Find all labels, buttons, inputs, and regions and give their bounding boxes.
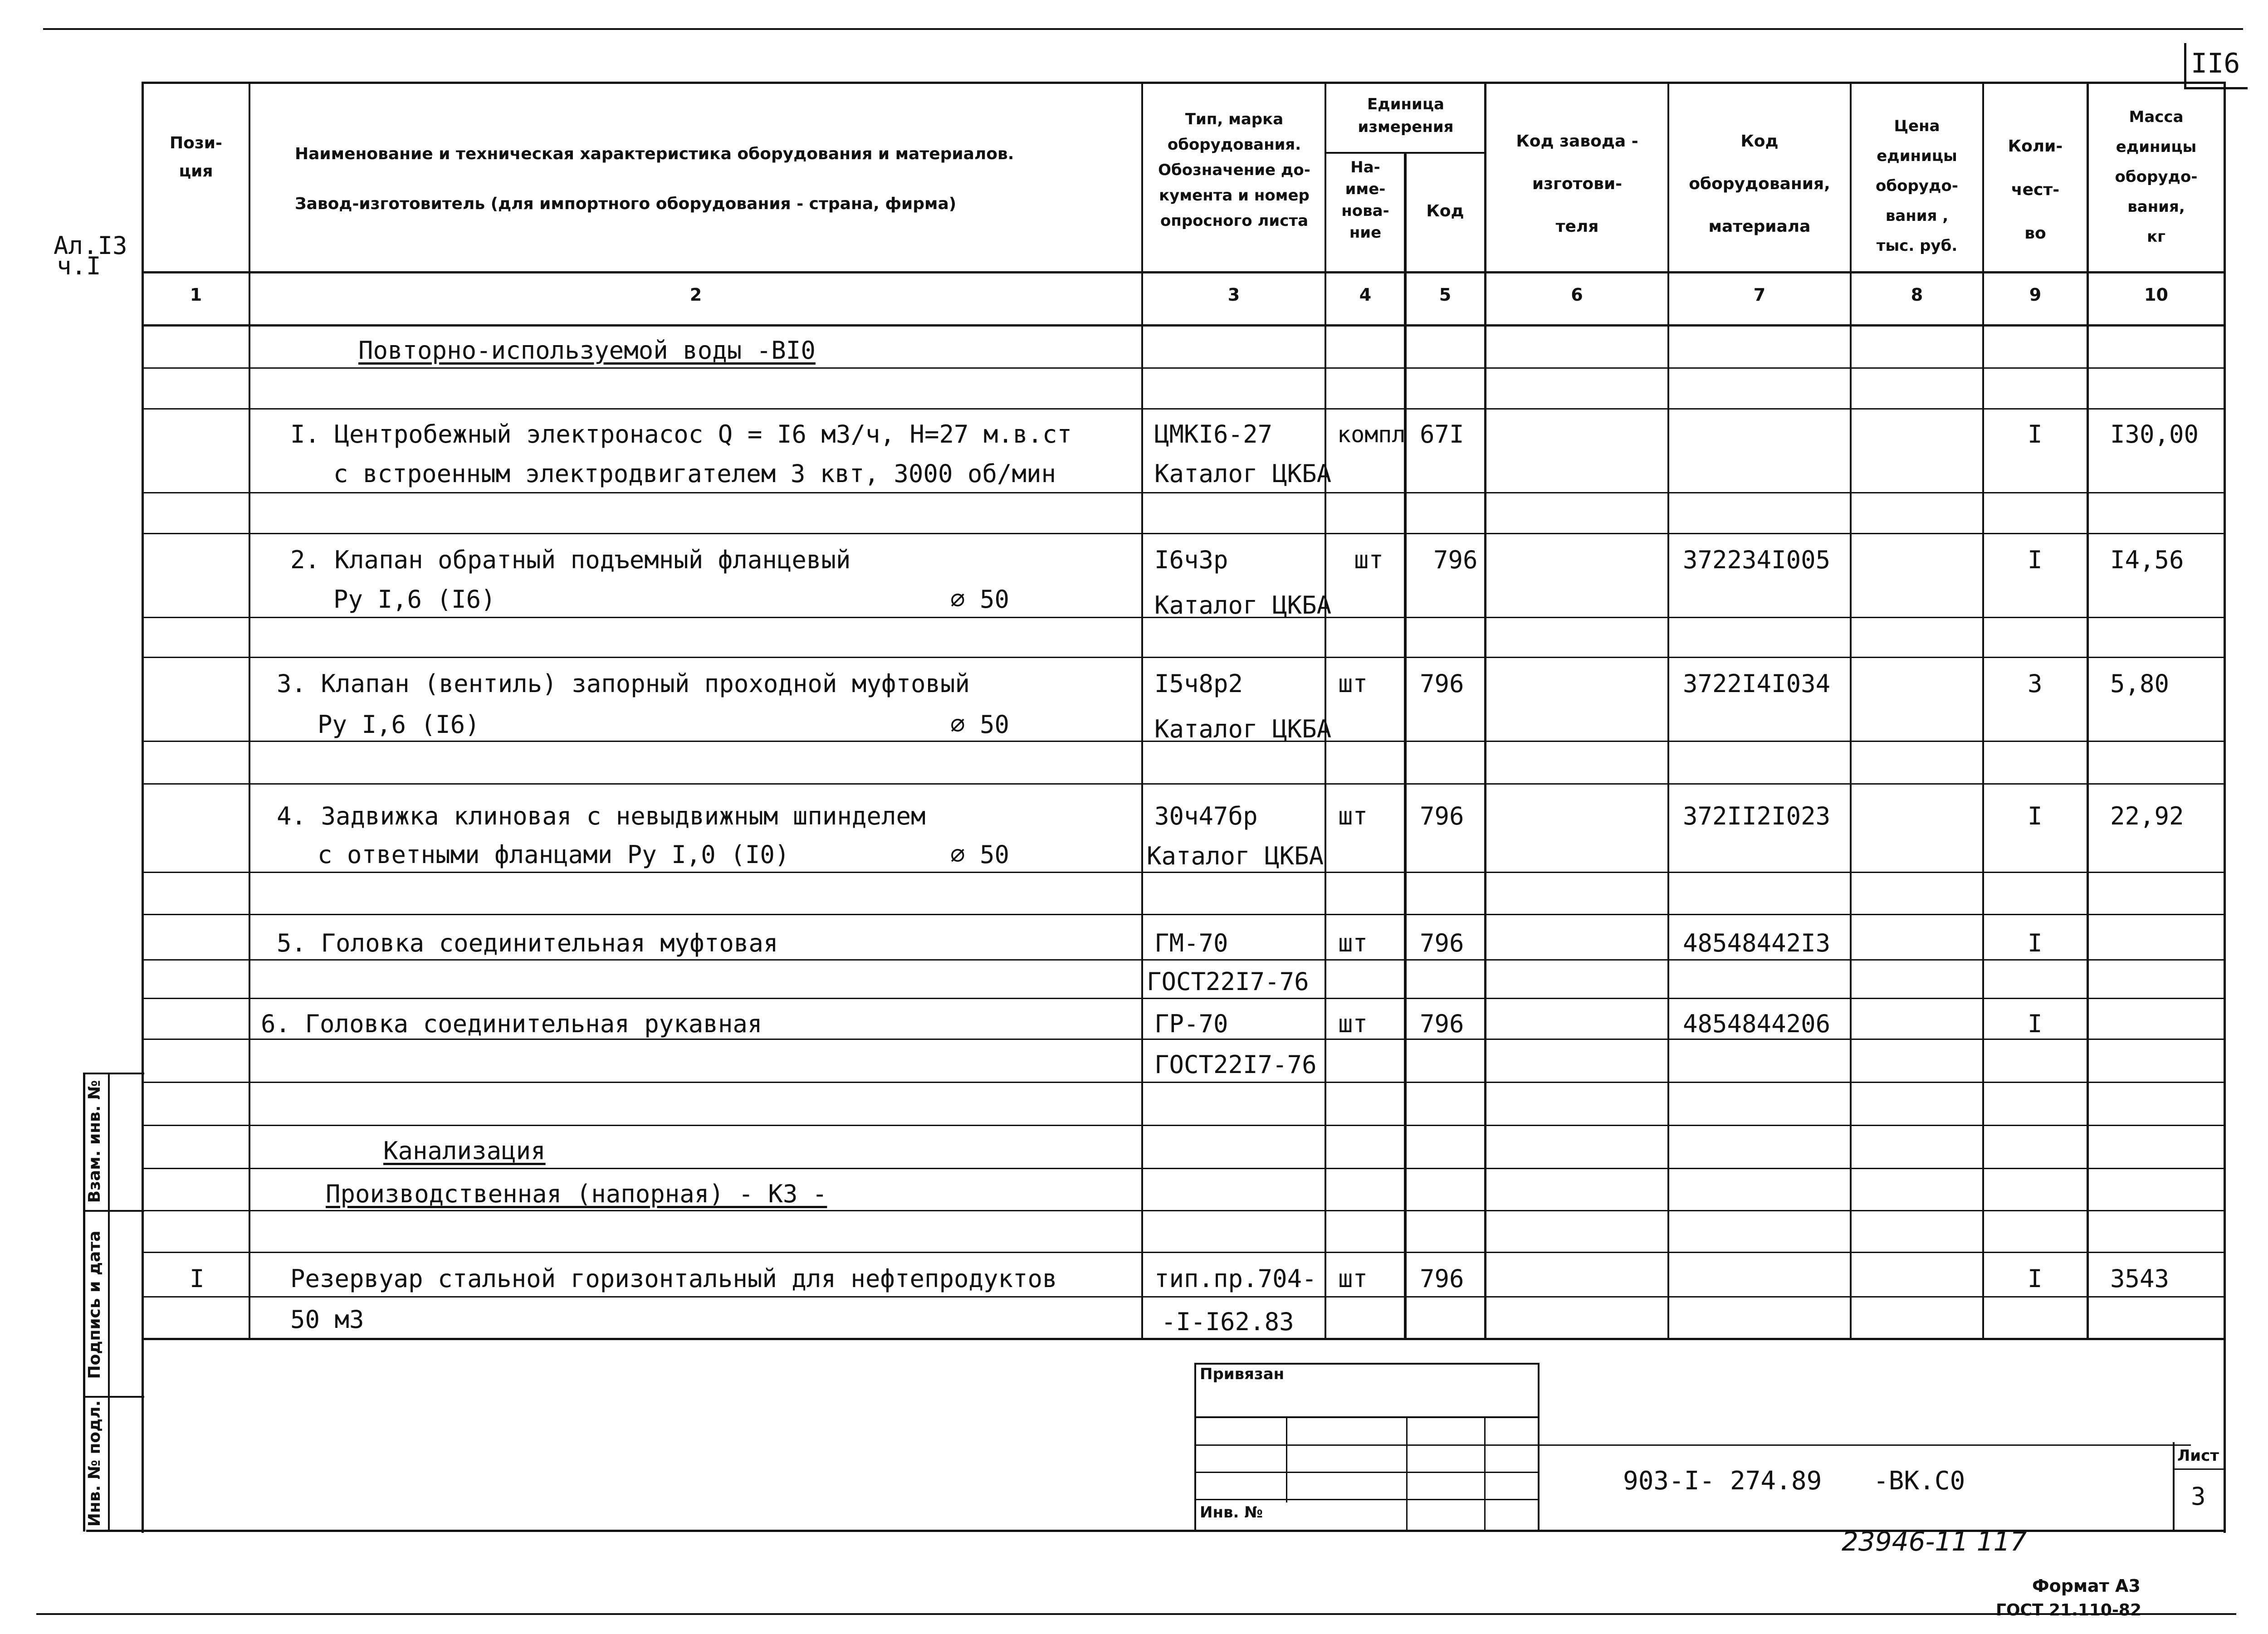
item-name: 50 м3 bbox=[290, 1305, 364, 1334]
colnum-10: 10 bbox=[2144, 285, 2168, 305]
col-line-6 bbox=[1667, 82, 1669, 1339]
table-body-bottom bbox=[142, 1338, 2224, 1340]
header-qty-l1: Коли- bbox=[2008, 137, 2063, 156]
list-number: 3 bbox=[2191, 1482, 2206, 1511]
header-position-l1: Пози- bbox=[170, 134, 222, 152]
item-type: ГМ-70 bbox=[1154, 929, 1228, 957]
item-name: 3. Клапан (вентиль) запорный проходной муфтовый bbox=[277, 669, 970, 698]
item-unit: шт bbox=[1354, 546, 1384, 574]
stamp-label-signature: Подпись и дата bbox=[85, 1230, 104, 1379]
header-mass-l4: вания, bbox=[2127, 198, 2185, 216]
item-name: Резервуар стальной горизонтальный для нефтепродуктов bbox=[290, 1264, 1057, 1293]
colnum-3: 3 bbox=[1227, 285, 1240, 305]
header-code: Код bbox=[1426, 202, 1464, 220]
header-name-l2: Завод-изготовитель (для импортного оборудования - страна, фирма) bbox=[295, 195, 957, 213]
item-diameter: ⌀ 50 bbox=[950, 585, 1010, 614]
header-unit-name bbox=[1326, 156, 1404, 244]
row-sep bbox=[142, 533, 2224, 534]
colnum-5: 5 bbox=[1439, 285, 1452, 305]
item-name: с ответными фланцами Ру I,0 (I0) bbox=[318, 840, 790, 869]
item-qty: I bbox=[2028, 929, 2043, 957]
tb-top bbox=[1194, 1363, 1539, 1365]
list-box-mid bbox=[2173, 1468, 2225, 1470]
header-equip-code bbox=[1669, 120, 1850, 248]
tb-h4 bbox=[1194, 1499, 1539, 1500]
stamp-label-replaced: Взам. инв. № bbox=[85, 1080, 104, 1203]
header-equip-code-l1: Код bbox=[1740, 132, 1779, 151]
stamp-label-inv: Инв. № подл. bbox=[85, 1400, 104, 1527]
col-line-3 bbox=[1325, 82, 1326, 1339]
row-sep bbox=[142, 1210, 2224, 1211]
header-price-l4: вания , bbox=[1885, 207, 1949, 225]
header-price-l5: тыс. руб. bbox=[1876, 237, 1958, 255]
header-mass-l2: единицы bbox=[2116, 138, 2197, 156]
item-mass: 3543 bbox=[2110, 1264, 2170, 1293]
item-mass: 5,80 bbox=[2110, 669, 2170, 698]
header-qty bbox=[1984, 125, 2087, 255]
item-type: -I-I62.83 bbox=[1161, 1307, 1294, 1336]
list-box-left bbox=[2173, 1442, 2175, 1531]
item-diameter: ⌀ 50 bbox=[950, 840, 1010, 869]
header-position bbox=[143, 129, 249, 185]
item-name: Ру I,6 (I6) bbox=[333, 585, 496, 614]
table-top bbox=[142, 82, 2224, 84]
item-type: Каталог ЦКБА bbox=[1154, 715, 1332, 743]
header-unit-name-l2: име- bbox=[1345, 180, 1386, 198]
header-unit-l1: Единица bbox=[1367, 95, 1444, 113]
item-mass: I4,56 bbox=[2110, 546, 2184, 574]
row-sep bbox=[142, 959, 2224, 961]
header-unit-name-l3: нова- bbox=[1341, 202, 1389, 220]
list-label: Лист bbox=[2177, 1447, 2219, 1465]
header-equip-code-l2: оборудования, bbox=[1689, 175, 1830, 193]
item-qty: I bbox=[2028, 546, 2043, 574]
tb-h2 bbox=[1194, 1444, 1539, 1446]
row-sep bbox=[142, 1252, 2224, 1253]
header-price bbox=[1852, 111, 1982, 261]
item-code: 796 bbox=[1420, 929, 1464, 957]
header-qty-l3: во bbox=[2024, 224, 2046, 243]
format-label: Формат А3 bbox=[2032, 1576, 2141, 1596]
item-name: с встроенным электродвигателем 3 квт, 3000 об/мин bbox=[333, 459, 1056, 488]
row-sep bbox=[142, 872, 2224, 873]
row-sep bbox=[142, 1296, 2224, 1297]
item-code: 796 bbox=[1433, 546, 1478, 574]
row-sep bbox=[142, 1168, 2224, 1169]
item-type: ГОСТ22I7-76 bbox=[1154, 1050, 1317, 1079]
item-code: 796 bbox=[1420, 1264, 1464, 1293]
header-unit bbox=[1326, 93, 1485, 138]
header-factory-l3: теля bbox=[1555, 217, 1599, 236]
colnum-2: 2 bbox=[689, 285, 702, 305]
row-sep bbox=[142, 998, 2224, 999]
header-type-l1: Тип, марка bbox=[1185, 110, 1284, 128]
row-sep bbox=[142, 657, 2224, 658]
item-type: Каталог ЦКБА bbox=[1154, 459, 1332, 488]
header-unit-l2: измерения bbox=[1358, 118, 1454, 136]
colnum-9: 9 bbox=[2029, 285, 2042, 305]
item-unit: шт bbox=[1338, 802, 1368, 830]
item-mass: I30,00 bbox=[2110, 420, 2199, 449]
item-equip-code: 372234I005 bbox=[1683, 546, 1831, 574]
item-name: I. Центробежный электронасос Q = I6 м3/ч, H=27 м.в.ст bbox=[290, 420, 1072, 449]
item-type: I5ч8р2 bbox=[1154, 669, 1243, 698]
item-mass: 22,92 bbox=[2110, 802, 2184, 830]
tb-v1 bbox=[1286, 1416, 1287, 1502]
header-factory-l2: изготови- bbox=[1532, 175, 1623, 193]
row-sep bbox=[142, 1039, 2224, 1040]
header-factory-l1: Код завода - bbox=[1516, 132, 1638, 151]
header-unit-name-l1: На- bbox=[1350, 158, 1380, 176]
row-sep bbox=[142, 1125, 2224, 1126]
item-equip-code: 372II2I023 bbox=[1683, 802, 1831, 830]
item-qty: 3 bbox=[2028, 669, 2043, 698]
side-label-1: Ал.I3 bbox=[54, 231, 127, 260]
header-price-l1: Цена bbox=[1894, 117, 1940, 135]
header-price-l2: единицы bbox=[1877, 147, 1957, 165]
tb-left bbox=[1194, 1363, 1196, 1531]
header-name bbox=[254, 129, 1111, 229]
item-type: Каталог ЦКБА bbox=[1147, 842, 1324, 870]
page-number-box-bottom bbox=[2184, 87, 2248, 89]
item-type: ЦМКI6-27 bbox=[1154, 420, 1273, 449]
col-line-5 bbox=[1484, 82, 1486, 1339]
bottom-rule bbox=[36, 1613, 2236, 1615]
col-line-2 bbox=[1141, 82, 1143, 1339]
section-title: Канализация bbox=[383, 1136, 546, 1165]
item-unit: компл bbox=[1337, 421, 1406, 448]
tb-v2 bbox=[1406, 1416, 1408, 1530]
header-type-l2: оборудования. bbox=[1167, 136, 1301, 154]
header-name-l1: Наименование и техническая характеристика оборудования и материалов. bbox=[295, 145, 1014, 163]
colnum-8: 8 bbox=[1911, 285, 1923, 305]
stamp-strip-sep2 bbox=[83, 1396, 144, 1398]
item-qty: I bbox=[2028, 1010, 2043, 1038]
handwritten-number: 23946-11 117 bbox=[1842, 1526, 2027, 1557]
tb-privyazan: Привязан bbox=[1200, 1365, 1285, 1383]
item-qty: I bbox=[2028, 1264, 2043, 1293]
item-type: 30ч47бр bbox=[1154, 802, 1258, 830]
item-code: 796 bbox=[1420, 1010, 1464, 1038]
row-sep bbox=[142, 914, 2224, 915]
item-code: 796 bbox=[1420, 802, 1464, 830]
row-sep bbox=[142, 367, 2224, 369]
doc-code: 903-I- 274.89 bbox=[1623, 1466, 1822, 1496]
item-qty: I bbox=[2028, 420, 2043, 449]
item-name: 4. Задвижка клиновая с невыдвижным шпинделем bbox=[277, 802, 926, 830]
col-line-9 bbox=[2087, 82, 2089, 1339]
row-sep bbox=[142, 783, 2224, 785]
page-number: II6 bbox=[2191, 48, 2240, 79]
item-unit: шт bbox=[1338, 1264, 1368, 1293]
header-qty-l2: чест- bbox=[2011, 180, 2060, 199]
row-sep bbox=[142, 492, 2224, 493]
header-mass-l1: Масса bbox=[2129, 108, 2184, 126]
header-factory bbox=[1486, 120, 1668, 248]
colnum-7: 7 bbox=[1753, 285, 1766, 305]
item-unit: шт bbox=[1338, 1010, 1368, 1038]
header-mass-l3: оборудо- bbox=[2115, 168, 2198, 186]
header-equip-code-l3: материала bbox=[1708, 217, 1811, 236]
section-title: Повторно-используемой воды -BI0 bbox=[358, 336, 816, 365]
item-equip-code: 48548442I3 bbox=[1683, 929, 1831, 957]
item-position: I bbox=[190, 1264, 205, 1293]
header-type-l5: опросного листа bbox=[1160, 212, 1309, 230]
unit-split bbox=[1325, 152, 1486, 154]
gost-label: ГОСТ 21.110-82 bbox=[1996, 1601, 2142, 1619]
stamp-strip-mid bbox=[108, 1073, 110, 1532]
item-type: ГОСТ22I7-76 bbox=[1147, 967, 1309, 996]
col-line-8 bbox=[1982, 82, 1984, 1339]
item-equip-code: 4854844206 bbox=[1683, 1010, 1831, 1038]
section-subtitle: Производственная (напорная) - К3 - bbox=[326, 1180, 827, 1208]
item-equip-code: 3722I4I034 bbox=[1683, 669, 1831, 698]
item-type: Каталог ЦКБА bbox=[1154, 591, 1332, 619]
header-mass-l5: кг bbox=[2147, 228, 2165, 246]
doc-suffix: -ВК.С0 bbox=[1873, 1466, 1965, 1496]
tb-right bbox=[1538, 1363, 1540, 1531]
colnum-bottom bbox=[142, 324, 2224, 327]
item-name: 6. Головка соединительная рукавная bbox=[261, 1010, 763, 1038]
top-rule bbox=[43, 28, 2243, 30]
col-line-1 bbox=[249, 82, 250, 1339]
item-code: 796 bbox=[1420, 669, 1464, 698]
colnum-4: 4 bbox=[1359, 285, 1372, 305]
colnum-6: 6 bbox=[1571, 285, 1583, 305]
header-price-l3: оборудо- bbox=[1876, 177, 1958, 195]
row-sep bbox=[142, 408, 2224, 410]
tb-h1 bbox=[1194, 1416, 1539, 1418]
header-type-l4: кумента и номер bbox=[1159, 186, 1310, 205]
row-sep bbox=[142, 1082, 2224, 1083]
item-unit: шт bbox=[1338, 929, 1368, 957]
colnum-1: 1 bbox=[190, 285, 202, 305]
doc-code-top bbox=[1538, 1444, 2191, 1446]
table-right bbox=[2224, 82, 2226, 1533]
item-name: 2. Клапан обратный подъемный фланцевый bbox=[290, 546, 851, 574]
header-type bbox=[1144, 107, 1325, 234]
header-bottom bbox=[142, 271, 2224, 273]
item-unit: шт bbox=[1338, 669, 1368, 698]
item-qty: I bbox=[2028, 802, 2043, 830]
header-mass bbox=[2089, 102, 2224, 252]
col-line-4 bbox=[1404, 152, 1407, 1339]
header-type-l3: Обозначение до- bbox=[1158, 161, 1310, 179]
item-type: ГР-70 bbox=[1154, 1010, 1228, 1038]
tb-h3 bbox=[1194, 1472, 1539, 1473]
col-line-7 bbox=[1850, 82, 1852, 1339]
stamp-strip-sep1 bbox=[83, 1210, 144, 1212]
item-type: I6ч3р bbox=[1154, 546, 1228, 574]
side-label-2: ч.I bbox=[57, 252, 101, 280]
item-diameter: ⌀ 50 bbox=[950, 710, 1010, 739]
header-position-l2: ция bbox=[179, 162, 213, 180]
header-unit-name-l4: ние bbox=[1349, 224, 1382, 242]
item-code: 67I bbox=[1420, 420, 1464, 449]
item-name: 5. Головка соединительная муфтовая bbox=[277, 929, 778, 957]
tb-inv: Инв. № bbox=[1200, 1503, 1263, 1522]
tb-v3 bbox=[1484, 1416, 1486, 1530]
item-type: тип.пр.704- bbox=[1154, 1264, 1317, 1293]
item-name: Ру I,6 (I6) bbox=[318, 710, 480, 739]
